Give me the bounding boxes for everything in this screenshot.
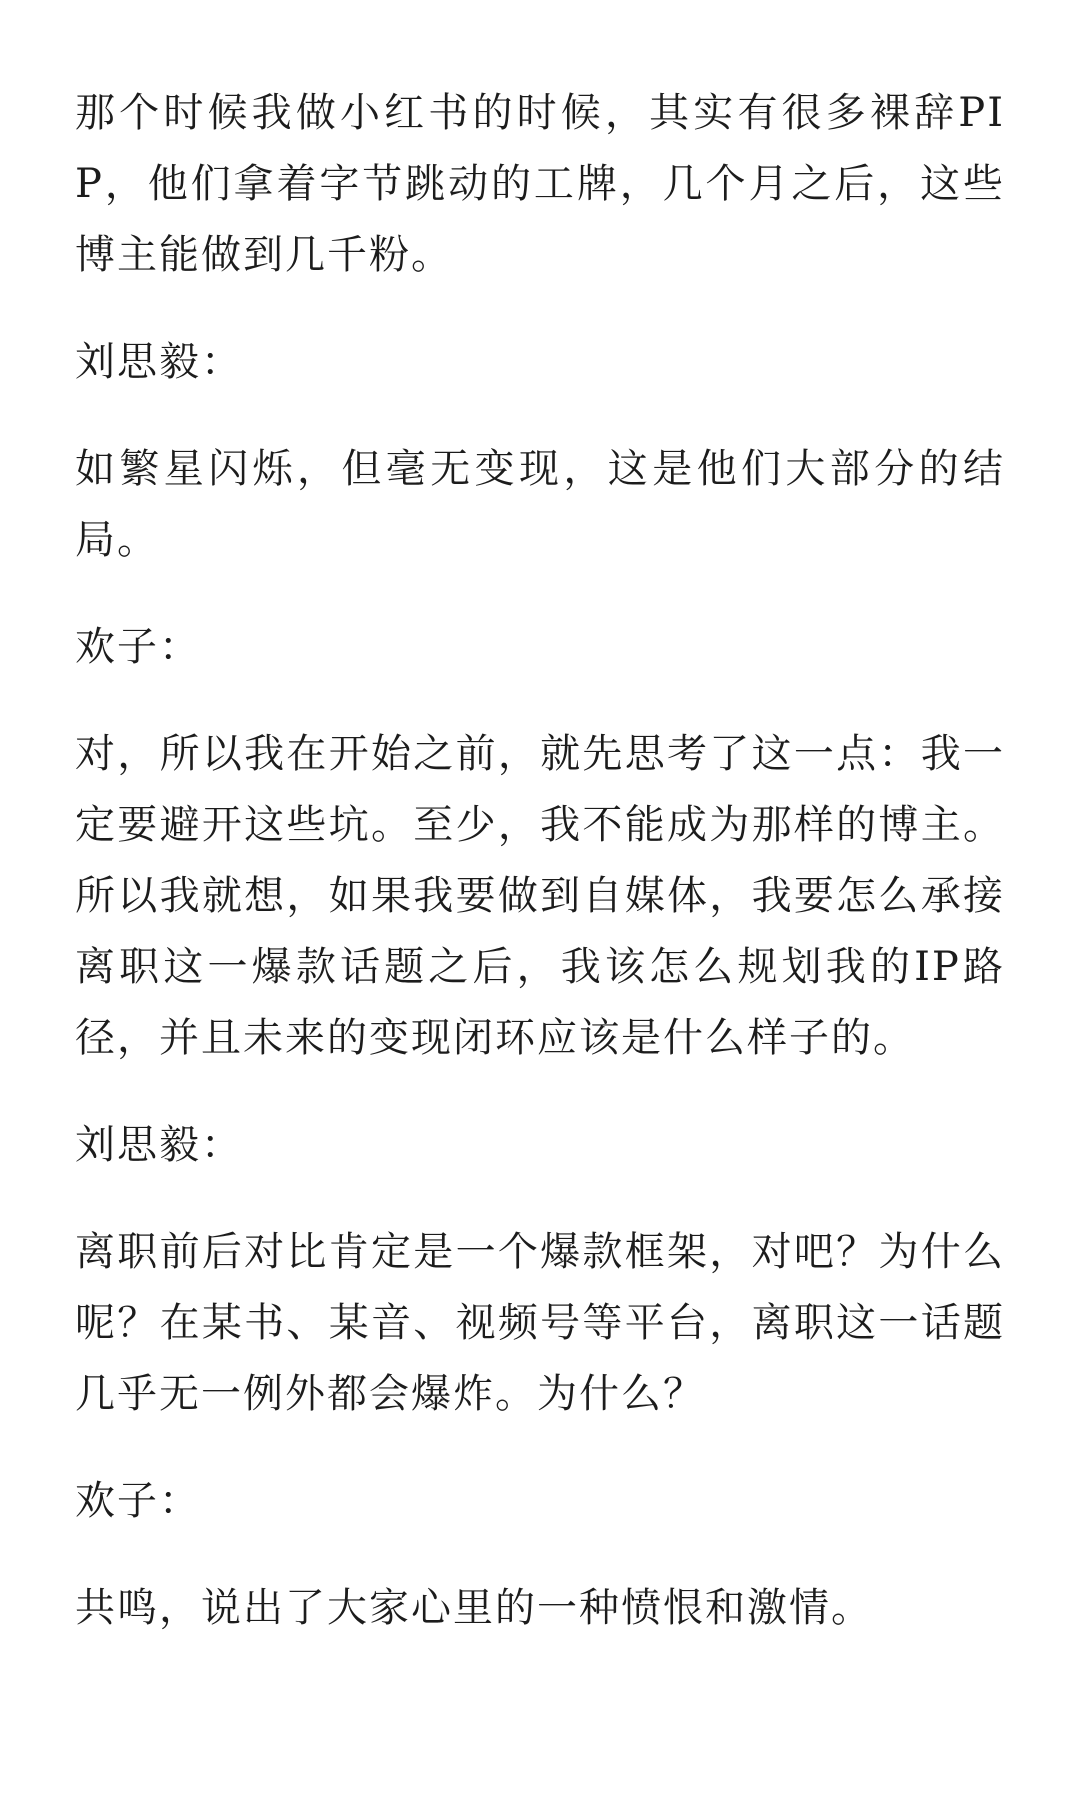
- paragraph: 共鸣，说出了大家心里的一种愤恨和激情。: [75, 1585, 873, 1631]
- article-body: [75, 78, 1005, 1680]
- paragraph: 如繁星闪烁，但毫无变现，这是他们大部分的结局。: [75, 446, 1005, 563]
- speaker-label: 刘思毅：: [75, 339, 243, 385]
- speaker-label: 欢子：: [75, 1478, 201, 1524]
- speaker-label: 刘思毅：: [75, 1122, 243, 1168]
- paragraph: 那个时候我做小红书的时候，其实有很多裸辞PIP，他们拿着字节跳动的工牌，几个月之后，这些博主能做到几千粉。: [75, 90, 1005, 278]
- paragraph: 对，所以我在开始之前，就先思考了这一点：我一定要避开这些坑。至少，我不能成为那样的博主。所以我就想，如果我要做到自媒体，我要怎么承接离职这一爆款话题之后，我该怎么规划我的IP路径，并且未来的变现闭环应该是什么样子的。: [75, 731, 1005, 1061]
- speaker-label: 欢子：: [75, 624, 201, 670]
- paragraph: 离职前后对比肯定是一个爆款框架，对吧？为什么呢？在某书、某音、视频号等平台，离职这一话题几乎无一例外都会爆炸。为什么？: [75, 1229, 1005, 1417]
